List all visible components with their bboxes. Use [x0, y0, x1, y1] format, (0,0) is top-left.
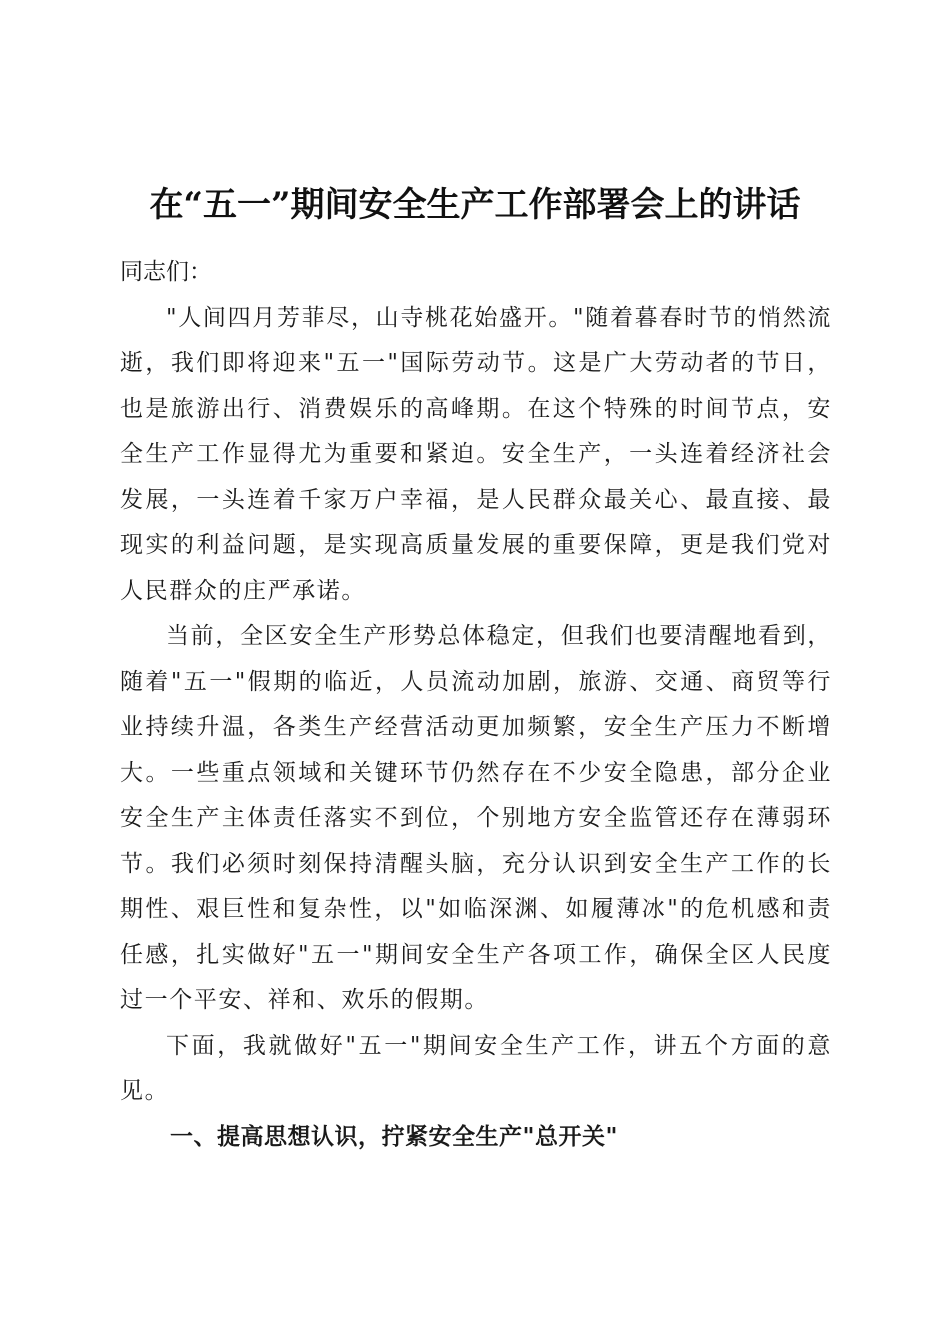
section-heading: 一、提高思想认识，拧紧安全生产"总开关": [170, 1123, 618, 1150]
salutation: 同志们：: [120, 259, 212, 285]
document-body: [120, 250, 832, 1160]
document-title: 在“五一”期间安全生产工作部署会上的讲话: [149, 185, 801, 225]
paragraph-situation: 当前，全区安全生产形势总体稳定，但我们也要清醒地看到，随着"五一"假期的临近，人员流动加剧，旅游、交通、商贸等行业持续升温，各类生产经营活动更加频繁，安全生产压力不断增大。一些重点领域和关键环节仍然存在不少安全隐患，部分企业安全生产主体责任落实不到位，个别地方安全监管还存在薄弱环节。我们必须时刻保持清醒头脑，充分认识到安全生产工作的长期性、艰巨性和复杂性，以"如临深渊、如履薄冰"的危机感和责任感，扎实做好"五一"期间安全生产各项工作，确保全区人民度过一个平安、祥和、欢乐的假期。: [120, 623, 832, 1013]
paragraph-intro: "人间四月芳菲尽，山寺桃花始盛开。"随着暮春时节的悄然流逝，我们即将迎来"五一"国际劳动节。这是广大劳动者的节日，也是旅游出行、消费娱乐的高峰期。在这个特殊的时间节点，安全生产工作显得尤为重要和紧迫。安全生产，一头连着经济社会发展，一头连着千家万户幸福，是人民群众最关心、最直接、最现实的利益问题，是实现高质量发展的重要保障，更是我们党对人民群众的庄严承诺。: [120, 304, 832, 604]
paragraph-outline: 下面，我就做好"五一"期间安全生产工作，讲五个方面的意见。: [120, 1032, 832, 1104]
